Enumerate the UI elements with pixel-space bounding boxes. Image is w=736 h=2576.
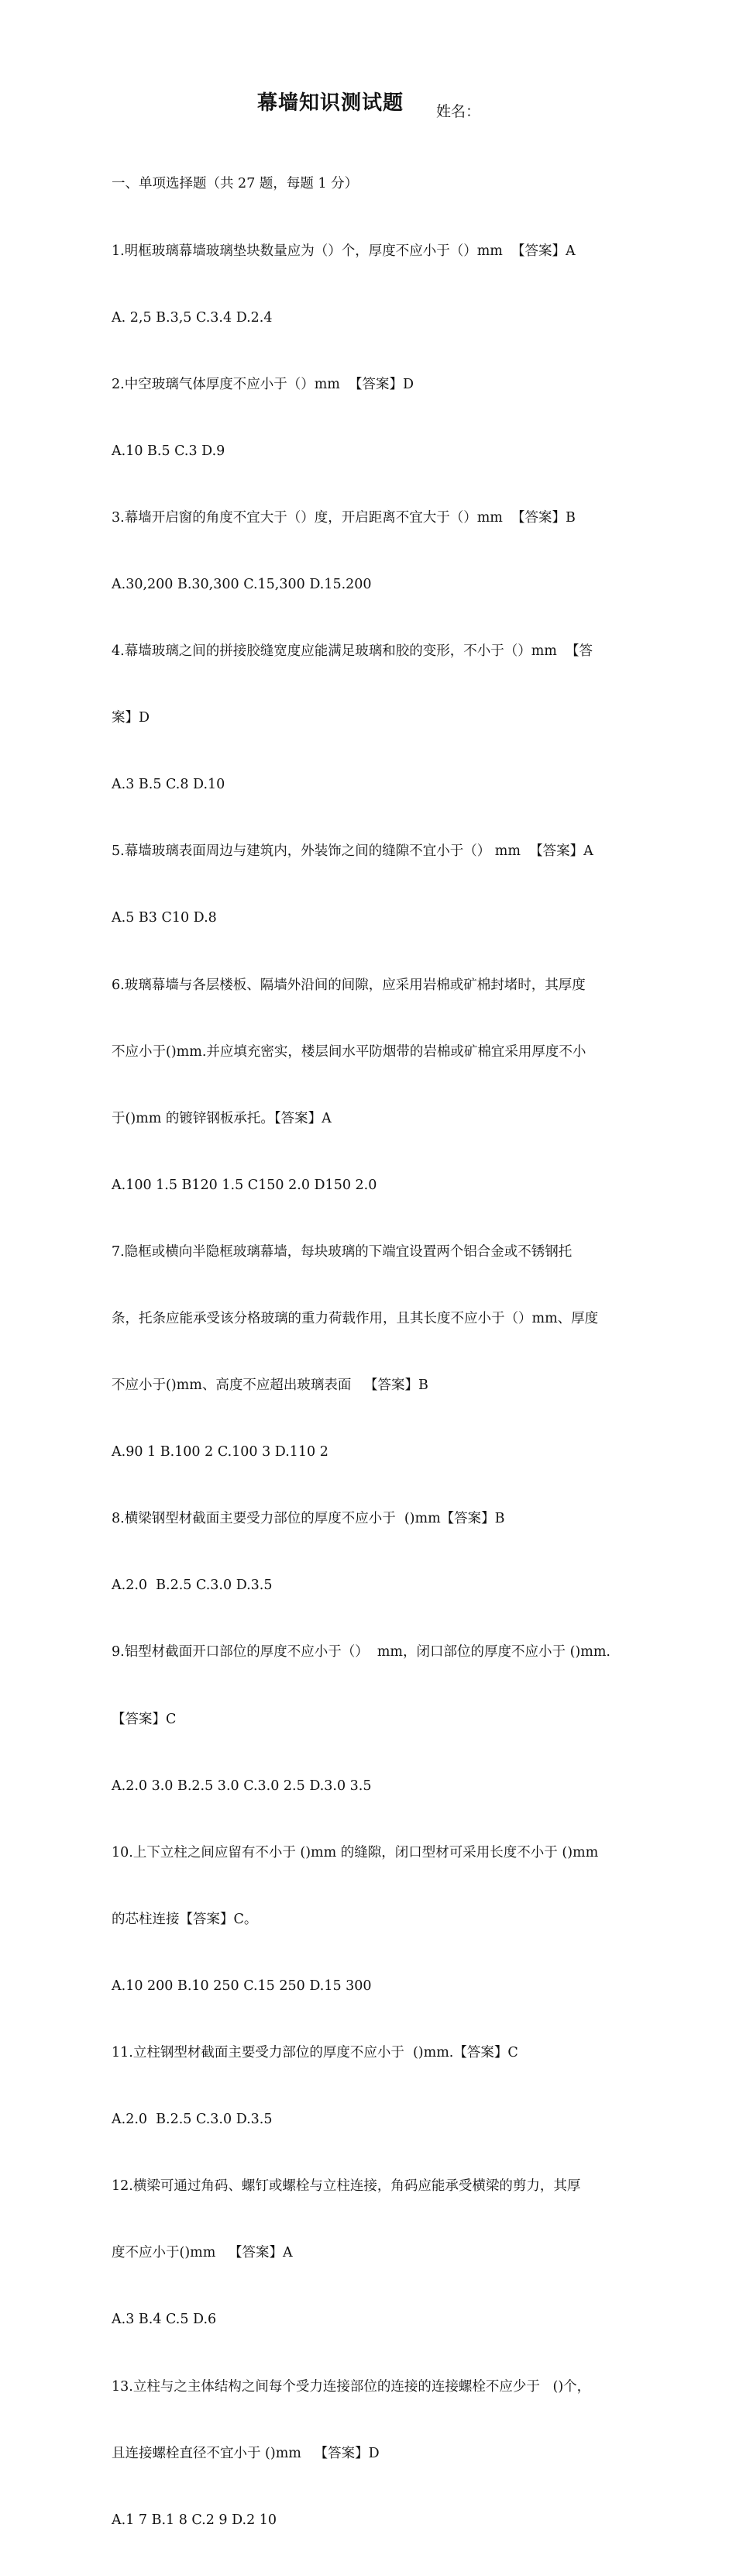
text-line: A.2.0 B.2.5 C.3.0 D.3.5 — [112, 1578, 273, 1594]
text-line: 于()mm 的镀锌钢板承托。【答案】A — [112, 1110, 332, 1126]
text-line: 7.隐框或横向半隐框玻璃幕墙，每块玻璃的下端宜设置两个铝合金或不锈钢托 — [112, 1243, 573, 1260]
text-line: 5.幕墙玻璃表面周边与建筑内，外装饰之间的缝隙不宜小于（） mm 【答案】A — [112, 843, 593, 860]
text-line: A.2.0 3.0 B.2.5 3.0 C.3.0 2.5 D.3.0 3.5 — [112, 1778, 372, 1794]
section-heading: 一、单项选择题（共 27 题，每题 1 分） — [112, 176, 359, 192]
text-line: A.3 B.4 C.5 D.6 — [112, 2312, 217, 2328]
text-line: A.100 1.5 B120 1.5 C150 2.0 D150 2.0 — [112, 1177, 377, 1193]
text-line: A.90 1 B.100 2 C.100 3 D.110 2 — [112, 1444, 328, 1460]
question-body — [112, 129, 632, 2576]
text-line: 11.立柱钢型材截面主要受力部位的厚度不应小于 ()mm.【答案】C — [112, 2045, 518, 2061]
text-line: 3.幕墙开启窗的角度不宜大于（）度，开启距离不宜大于（）mm 【答案】B — [112, 509, 576, 526]
text-line: 10.上下立柱之间应留有不小于 ()mm 的缝隙，闭口型材可采用长度不小于 ()mm — [112, 1844, 599, 1860]
text-line: 条，托条应能承受该分格玻璃的重力荷载作用，且其长度不应小于（）mm、厚度 — [112, 1311, 599, 1326]
text-line: 的芯柱连接【答案】C。 — [112, 1911, 258, 1927]
text-line: 不应小于()mm、高度不应超出玻璃表面 【答案】B — [112, 1378, 428, 1394]
text-line: 8.横梁钢型材截面主要受力部位的厚度不应小于 ()mm【答案】B — [112, 1511, 505, 1527]
text-line: A.5 B3 C10 D.8 — [112, 910, 217, 926]
page-title: 幕墙知识测试题 — [257, 91, 404, 115]
text-line: A.10 B.5 C.3 D.9 — [112, 443, 225, 459]
text-line: 案】D — [112, 710, 150, 726]
text-line: 不应小于()mm.并应填充密实，楼层间水平防烟带的岩棉或矿棉宜采用厚度不小 — [112, 1043, 586, 1060]
text-line: 2.中空玻璃气体厚度不应小于（）mm 【答案】D — [112, 376, 414, 392]
text-line: 9.铝型材截面开口部位的厚度不应小于（） mm，闭口部位的厚度不应小于 ()mm. — [112, 1644, 610, 1660]
name-label: 姓名： — [436, 103, 481, 120]
text-line: 且连接螺栓直径不宜小于 ()mm 【答案】D — [112, 2445, 380, 2461]
text-line: A.30,200 B.30,300 C.15,300 D.15.200 — [112, 576, 372, 592]
text-line: 度不应小于()mm 【答案】A — [112, 2245, 293, 2261]
text-line: 4.幕墙玻璃之间的拼接胶缝宽度应能满足玻璃和胶的变形，不小于（）mm 【答 — [112, 643, 593, 660]
text-line: A. 2,5 B.3,5 C.3.4 D.2.4 — [112, 309, 273, 326]
text-line: A.1 7 B.1 8 C.2 9 D.2 10 — [112, 2512, 277, 2528]
text-line: A.3 B.5 C.8 D.10 — [112, 777, 225, 793]
text-line: 12.横梁可通过角码、螺钉或螺栓与立柱连接，角码应能承受横梁的剪力，其厚 — [112, 2178, 581, 2195]
text-line: A.10 200 B.10 250 C.15 250 D.15 300 — [112, 1978, 372, 1994]
text-line: 13.立柱与之主体结构之间每个受力连接部位的连接的连接螺栓不应少于 ()个， — [112, 2378, 591, 2395]
text-line: 1.明框玻璃幕墙玻璃垫块数量应为（）个，厚度不应小于（）mm 【答案】A — [112, 243, 576, 259]
text-line: A.2.0 B.2.5 C.3.0 D.3.5 — [112, 2112, 273, 2128]
text-line: 【答案】C — [112, 1711, 177, 1727]
text-line: 6.玻璃幕墙与各层楼板、隔墙外沿间的间隙，应采用岩棉或矿棉封堵时，其厚度 — [112, 977, 586, 993]
